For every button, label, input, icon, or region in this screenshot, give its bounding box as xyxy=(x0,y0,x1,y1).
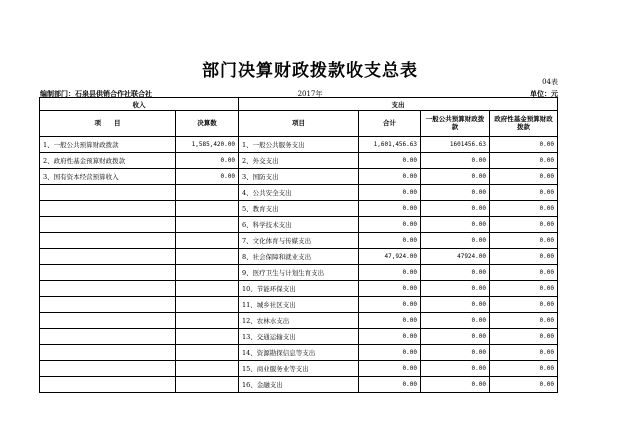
table-row xyxy=(40,329,558,345)
income-amount-cell xyxy=(176,377,239,393)
expense-item-cell: 6、科学技术支出 xyxy=(239,217,359,233)
expense-item-cell: 8、社会保障和就业支出 xyxy=(239,249,359,265)
table-row xyxy=(40,361,558,377)
expense-item-cell: 16、金融支出 xyxy=(239,377,359,393)
general-budget-cell: 1601456.63 xyxy=(421,137,490,153)
expense-item-cell: 12、农林水支出 xyxy=(239,313,359,329)
unit-label: 单位：元 xyxy=(530,89,558,98)
total-cell: 0.00 xyxy=(359,281,421,297)
general-budget-cell: 0.00 xyxy=(421,201,490,217)
general-budget-cell: 0.00 xyxy=(421,297,490,313)
income-item-cell xyxy=(40,201,176,217)
expense-item-cell: 1、一般公共服务支出 xyxy=(239,137,359,153)
income-amount-header: 决算数 xyxy=(176,111,239,137)
total-header: 合计 xyxy=(359,111,421,137)
fund-budget-cell: 0.00 xyxy=(490,233,558,249)
general-budget-cell: 0.00 xyxy=(421,185,490,201)
total-cell: 0.00 xyxy=(359,265,421,281)
total-cell: 0.00 xyxy=(359,313,421,329)
general-budget-cell: 0.00 xyxy=(421,313,490,329)
expense-item-cell: 13、交通运输支出 xyxy=(239,329,359,345)
income-item-cell xyxy=(40,249,176,265)
section-row xyxy=(40,98,558,111)
table-row xyxy=(40,281,558,297)
table-row xyxy=(40,137,558,153)
income-item-cell xyxy=(40,265,176,281)
expense-item-cell: 9、医疗卫生与计划生育支出 xyxy=(239,265,359,281)
table-row xyxy=(40,169,558,185)
income-item-cell xyxy=(40,313,176,329)
income-amount-cell xyxy=(176,233,239,249)
total-cell: 0.00 xyxy=(359,297,421,313)
total-cell: 47,924.00 xyxy=(359,249,421,265)
table-row xyxy=(40,185,558,201)
expense-item-cell: 5、教育支出 xyxy=(239,201,359,217)
income-section-header: 收入 xyxy=(40,98,239,111)
total-cell: 0.00 xyxy=(359,361,421,377)
general-budget-cell: 0.00 xyxy=(421,345,490,361)
total-cell: 0.00 xyxy=(359,201,421,217)
income-item-cell xyxy=(40,377,176,393)
income-amount-cell xyxy=(176,201,239,217)
income-amount-cell xyxy=(176,217,239,233)
expense-item-cell: 4、公共安全支出 xyxy=(239,185,359,201)
income-amount-cell xyxy=(176,329,239,345)
table-row xyxy=(40,345,558,361)
total-cell: 0.00 xyxy=(359,233,421,249)
income-item-cell xyxy=(40,345,176,361)
table-row xyxy=(40,249,558,265)
income-amount-cell xyxy=(176,185,239,201)
general-budget-cell: 0.00 xyxy=(421,361,490,377)
fund-budget-cell: 0.00 xyxy=(490,217,558,233)
income-item-cell xyxy=(40,217,176,233)
expense-item-cell: 7、文化体育与传媒支出 xyxy=(239,233,359,249)
expense-section-header: 支出 xyxy=(239,98,558,111)
income-item-cell xyxy=(40,185,176,201)
income-item-cell: 2、政府性基金预算财政拨款 xyxy=(40,153,176,169)
fund-budget-cell: 0.00 xyxy=(490,281,558,297)
income-item-cell xyxy=(40,233,176,249)
general-budget-cell: 0.00 xyxy=(421,329,490,345)
fund-budget-cell: 0.00 xyxy=(490,297,558,313)
total-cell: 0.00 xyxy=(359,169,421,185)
fund-budget-cell: 0.00 xyxy=(490,169,558,185)
income-amount-cell xyxy=(176,265,239,281)
income-item-cell: 1、一般公共预算财政拨款 xyxy=(40,137,176,153)
income-item-cell xyxy=(40,281,176,297)
total-cell: 0.00 xyxy=(359,153,421,169)
general-budget-header: 一般公共预算财政拨款 xyxy=(421,111,490,137)
general-budget-cell: 0.00 xyxy=(421,169,490,185)
table-row xyxy=(40,265,558,281)
fund-budget-cell: 0.00 xyxy=(490,153,558,169)
expense-item-cell: 2、外交支出 xyxy=(239,153,359,169)
income-amount-cell xyxy=(176,361,239,377)
fund-budget-cell: 0.00 xyxy=(490,329,558,345)
expense-item-header: 项目 xyxy=(239,111,359,137)
income-amount-cell: 1,585,420.00 xyxy=(176,137,239,153)
table-row xyxy=(40,313,558,329)
fund-budget-cell: 0.00 xyxy=(490,345,558,361)
fund-budget-cell: 0.00 xyxy=(490,201,558,217)
income-amount-cell xyxy=(176,249,239,265)
income-amount-cell xyxy=(176,281,239,297)
expense-item-cell: 10、节能环保支出 xyxy=(239,281,359,297)
year-label: 2017年 xyxy=(297,90,323,98)
general-budget-cell: 0.00 xyxy=(421,265,490,281)
income-item-cell: 3、国有资本经营预算收入 xyxy=(40,169,176,185)
org-label: 编制部门：石泉县供销合作社联合社 xyxy=(40,89,152,98)
table-row xyxy=(40,201,558,217)
general-budget-cell: 0.00 xyxy=(421,377,490,393)
page-title: 部门决算财政拨款收支总表 xyxy=(202,61,418,81)
income-amount-cell xyxy=(176,313,239,329)
general-budget-cell: 0.00 xyxy=(421,281,490,297)
column-header-row xyxy=(40,111,558,137)
fund-budget-cell: 0.00 xyxy=(490,313,558,329)
fund-budget-cell: 0.00 xyxy=(490,185,558,201)
general-budget-cell: 0.00 xyxy=(421,217,490,233)
expense-item-cell: 3、国防支出 xyxy=(239,169,359,185)
total-cell: 0.00 xyxy=(359,377,421,393)
table-code: 04表 xyxy=(542,78,558,86)
income-item-cell xyxy=(40,297,176,313)
fund-budget-cell: 0.00 xyxy=(490,265,558,281)
total-cell: 0.00 xyxy=(359,329,421,345)
fund-budget-cell: 0.00 xyxy=(490,377,558,393)
total-cell: 1,601,456.63 xyxy=(359,137,421,153)
table-row xyxy=(40,233,558,249)
table-row xyxy=(40,153,558,169)
general-budget-cell: 47924.00 xyxy=(421,249,490,265)
fund-budget-header: 政府性基金预算财政拨款 xyxy=(490,111,558,137)
table-row xyxy=(40,377,558,393)
budget-table xyxy=(39,97,558,393)
income-item-header: 项 目 xyxy=(40,111,176,137)
income-amount-cell xyxy=(176,297,239,313)
total-cell: 0.00 xyxy=(359,345,421,361)
expense-item-cell: 15、商业服务业等支出 xyxy=(239,361,359,377)
table-row xyxy=(40,217,558,233)
table-row xyxy=(40,297,558,313)
income-item-cell xyxy=(40,329,176,345)
general-budget-cell: 0.00 xyxy=(421,153,490,169)
fund-budget-cell: 0.00 xyxy=(490,249,558,265)
income-item-cell xyxy=(40,361,176,377)
general-budget-cell: 0.00 xyxy=(421,233,490,249)
total-cell: 0.00 xyxy=(359,217,421,233)
fund-budget-cell: 0.00 xyxy=(490,361,558,377)
expense-item-cell: 14、资源勘探信息等支出 xyxy=(239,345,359,361)
income-amount-cell: 0.00 xyxy=(176,153,239,169)
income-amount-cell xyxy=(176,345,239,361)
total-cell: 0.00 xyxy=(359,185,421,201)
income-amount-cell: 0.00 xyxy=(176,169,239,185)
expense-item-cell: 11、城乡社区支出 xyxy=(239,297,359,313)
fund-budget-cell: 0.00 xyxy=(490,137,558,153)
